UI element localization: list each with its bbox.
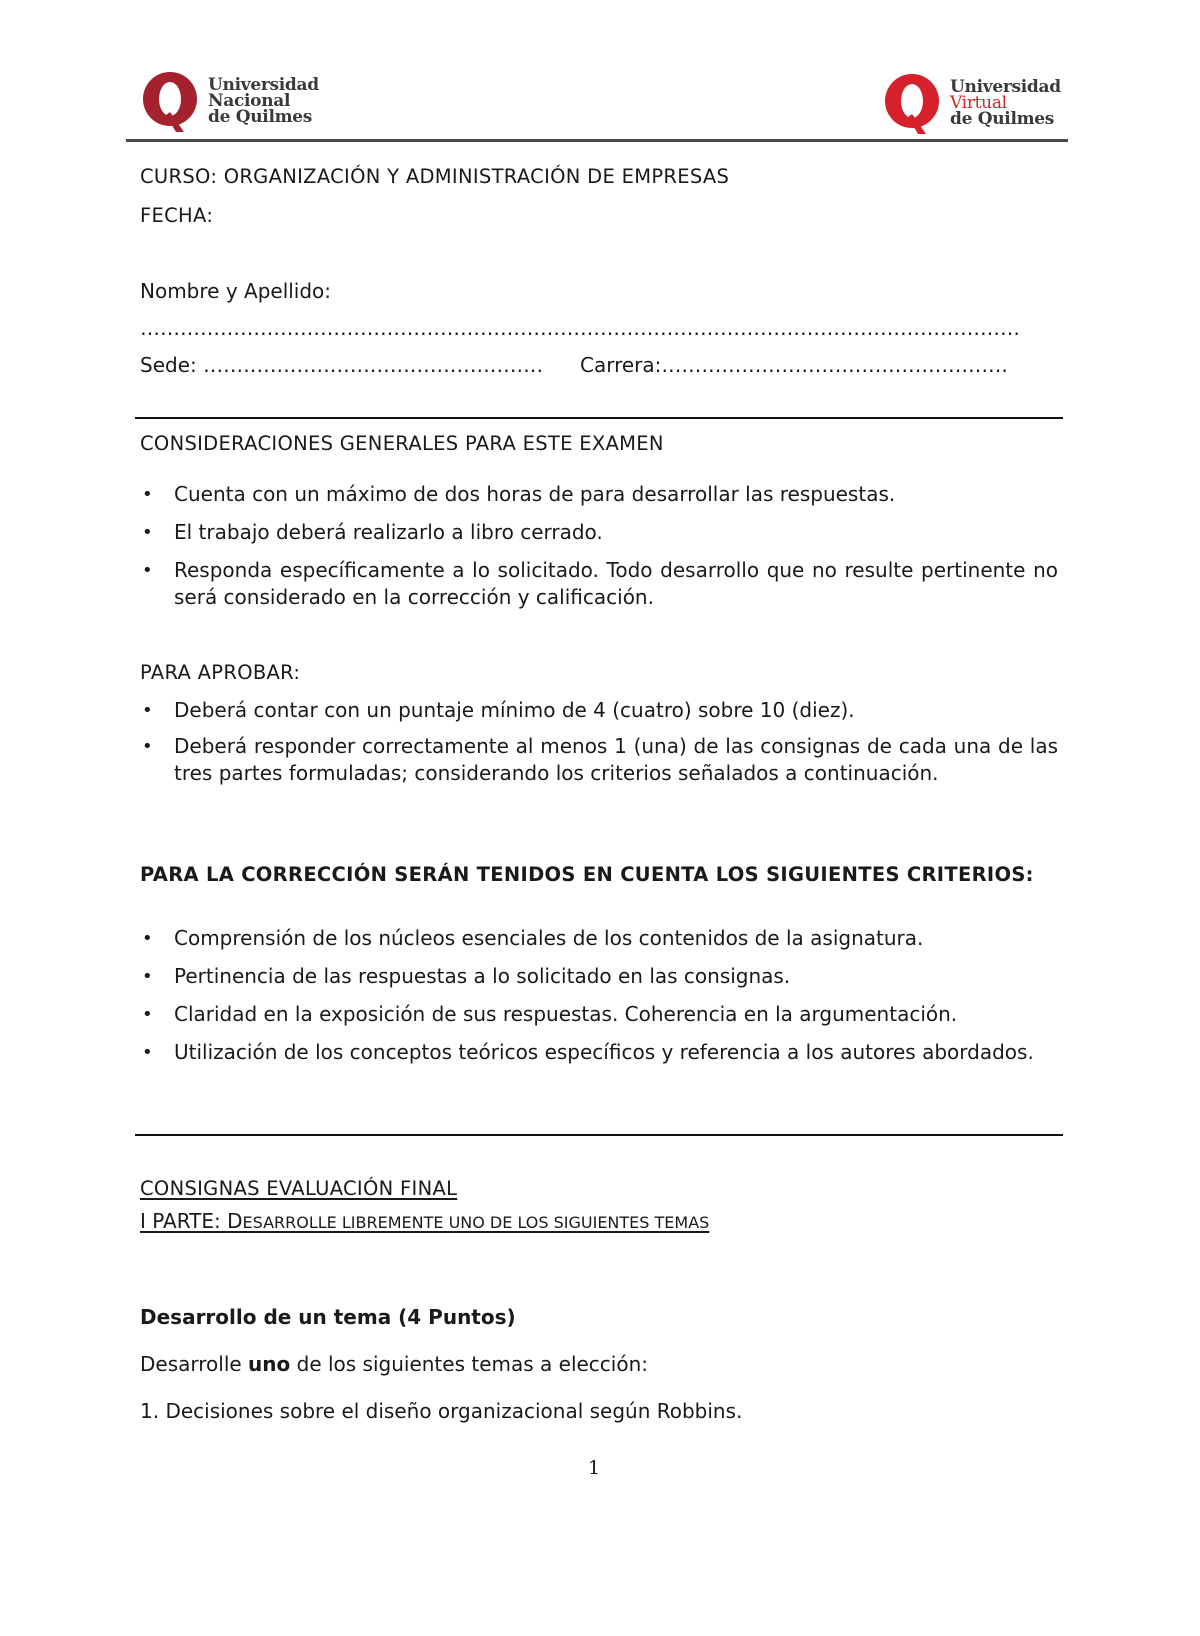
list-item: • Pertinencia de las respuestas a lo solicitado en las consignas. [140, 963, 1058, 990]
criteria-list [140, 925, 1058, 1066]
general-list [140, 481, 1058, 611]
approve-title: PARA APROBAR: [140, 661, 301, 684]
sede-label: Sede: …………………………………………… [140, 353, 544, 377]
carrera-label: Carrera:……………………………………………. [580, 353, 1008, 377]
list-item: • El trabajo deberá realizarlo a libro cerrado. [140, 519, 1058, 546]
name-dotted-line: …………………………………………………………………………………………………………………… [140, 316, 1020, 340]
section-divider [135, 417, 1063, 419]
list-item: • Cuenta con un máximo de dos horas de para desarrollar las respuestas. [140, 481, 1058, 508]
date-label: FECHA: [140, 204, 214, 227]
list-item: • Comprensión de los núcleos esenciales de los contenidos de la asignatura. [140, 925, 1058, 952]
topic-title: Desarrollo de un tema (4 Puntos) [140, 1305, 516, 1329]
uvq-logo [882, 70, 1061, 136]
page-number: 1 [588, 1457, 601, 1479]
list-item: • Responda específicamente a lo solicitado. Todo desarrollo que no resulte pertinente no será considerado en la corrección y calificación. [140, 557, 1058, 611]
approve-list [140, 697, 1058, 787]
list-item: • Deberá responder correctamente al menos 1 (una) de las consignas de cada una de las tres partes formuladas; considerando los criterios señalados a continuación. [140, 733, 1058, 787]
exam-title: CONSIGNAS EVALUACIÓN FINAL [140, 1177, 458, 1200]
list-item: • Claridad en la exposición de sus respuestas. Coherencia en la argumentación. [140, 1001, 1058, 1028]
list-item: • Deberá contar con un puntaje mínimo de 4 (cuatro) sobre 10 (diez). [140, 697, 1058, 724]
list-item: • Utilización de los conceptos teóricos específicos y referencia a los autores abordados. [140, 1039, 1058, 1066]
general-title: CONSIDERACIONES GENERALES PARA ESTE EXAMEN [140, 432, 664, 455]
uvq-logo-text: Universidad Virtual de Quilmes [950, 77, 1061, 129]
section-divider [135, 1134, 1063, 1136]
course-title: CURSO: ORGANIZACIÓN Y ADMINISTRACIÓN DE EMPRESAS [140, 165, 730, 188]
topic-item-1: 1. Decisiones sobre el diseño organizacional según Robbins. [140, 1399, 743, 1423]
q-logo-icon [140, 68, 202, 134]
part-heading: I PARTE: DESARROLLE LIBREMENTE UNO DE LOS SIGUIENTES TEMAS [140, 1209, 710, 1233]
header-divider [126, 139, 1068, 142]
unq-logo-text: Universidad Nacional de Quilmes [208, 75, 319, 127]
topic-instruction: Desarrolle uno de los siguientes temas a elección: [140, 1352, 648, 1376]
unq-logo [140, 68, 319, 134]
name-label: Nombre y Apellido: [140, 279, 332, 303]
q-logo-icon [882, 70, 944, 136]
criteria-title: PARA LA CORRECCIÓN SERÁN TENIDOS EN CUENTA LOS SIGUIENTES CRITERIOS: [140, 863, 1034, 886]
